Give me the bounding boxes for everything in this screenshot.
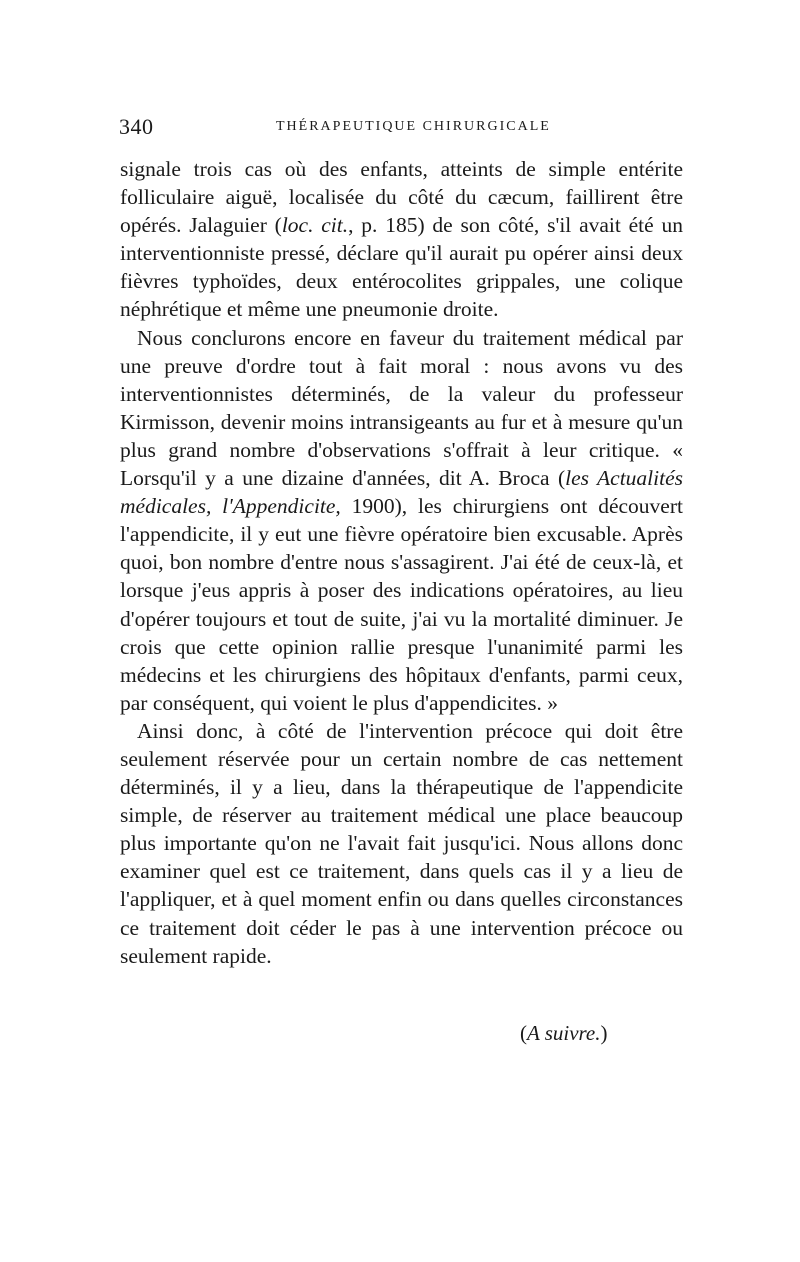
paragraph-2-text-b: 1900), les chirurgiens ont découvert l'appendicite, il y eut une fièvre opératoire bien excusable. Après quoi, bon nombre d'entre nous s'assagirent. J'ai été de ceux-là, et lorsque j'eus appris à poser des indications opératoires, au lieu d'opérer toujours et tout de suite, j'ai vu la mortalité diminuer. Je crois que cette opinion rallie presque l'unanimité parmi les médecins et les chirurgiens des hôpitaux d'enfants, parmi ceux, par conséquent, qui voient le plus d'appendicites. » (120, 494, 683, 715)
suivre-text: A suivre. (527, 1021, 601, 1045)
citation-broca: les Actualités médicales, l'Appendicite, (120, 466, 683, 519)
citation-loc-cit: loc. cit. (281, 213, 349, 238)
running-title: THÉRAPEUTIQUE CHIRURGICALE (276, 119, 551, 134)
paragraph-1-text-a: signale trois cas où des enfants, atteints de simple entérite folliculaire aiguë, localisée du côté du cæcum, faillirent être opérés. Jalaguier ( (120, 157, 683, 238)
paragraph-2-text-a: Nous conclurons encore en faveur du traitement médical par une preuve d'ordre tout à fait moral : nous avons vu des interventionnistes déterminés, de la valeur du professeur Kirmisson, devenir moins intransigeants au fur et à mesure qu'un plus grand nombre d'observations s'offrait à leur critique. « Lorsqu'il y a une dizaine d'années, dit A. Broca ( (120, 325, 683, 491)
to-be-continued (520, 1021, 608, 1046)
suivre-open: ( (520, 1021, 527, 1045)
page-header (119, 114, 681, 144)
paragraph-1-text-b: , p. 185) de son côté, s'il avait été un interventionniste pressé, déclare qu'il aurait pu opérer ainsi deux fièvres typhoïdes, deux entérocolites grippales, une colique néphrétique et même une pneumonie droite. (120, 213, 683, 322)
paragraph-3: Ainsi donc, à côté de l'intervention précoce qui doit être seulement réservée pour un certain nombre de cas nettement déterminés, il y a lieu, dans la thérapeutique de l'appendicite simple, de réserver au traitement médical une place beaucoup plus importante qu'on ne l'avait fait jusqu'ici. Nous allons donc examiner quel est ce traitement, dans quels cas il y a lieu de l'appliquer, et à quel moment enfin ou dans quelles circonstances ce traitement doit céder le pas à une intervention précoce ou seulement rapide. (120, 718, 683, 968)
suivre-close: ) (600, 1021, 608, 1045)
body-text (120, 155, 683, 970)
paragraph-2 (120, 324, 683, 717)
paragraph-1 (120, 155, 683, 324)
page-number: 340 (119, 114, 154, 139)
